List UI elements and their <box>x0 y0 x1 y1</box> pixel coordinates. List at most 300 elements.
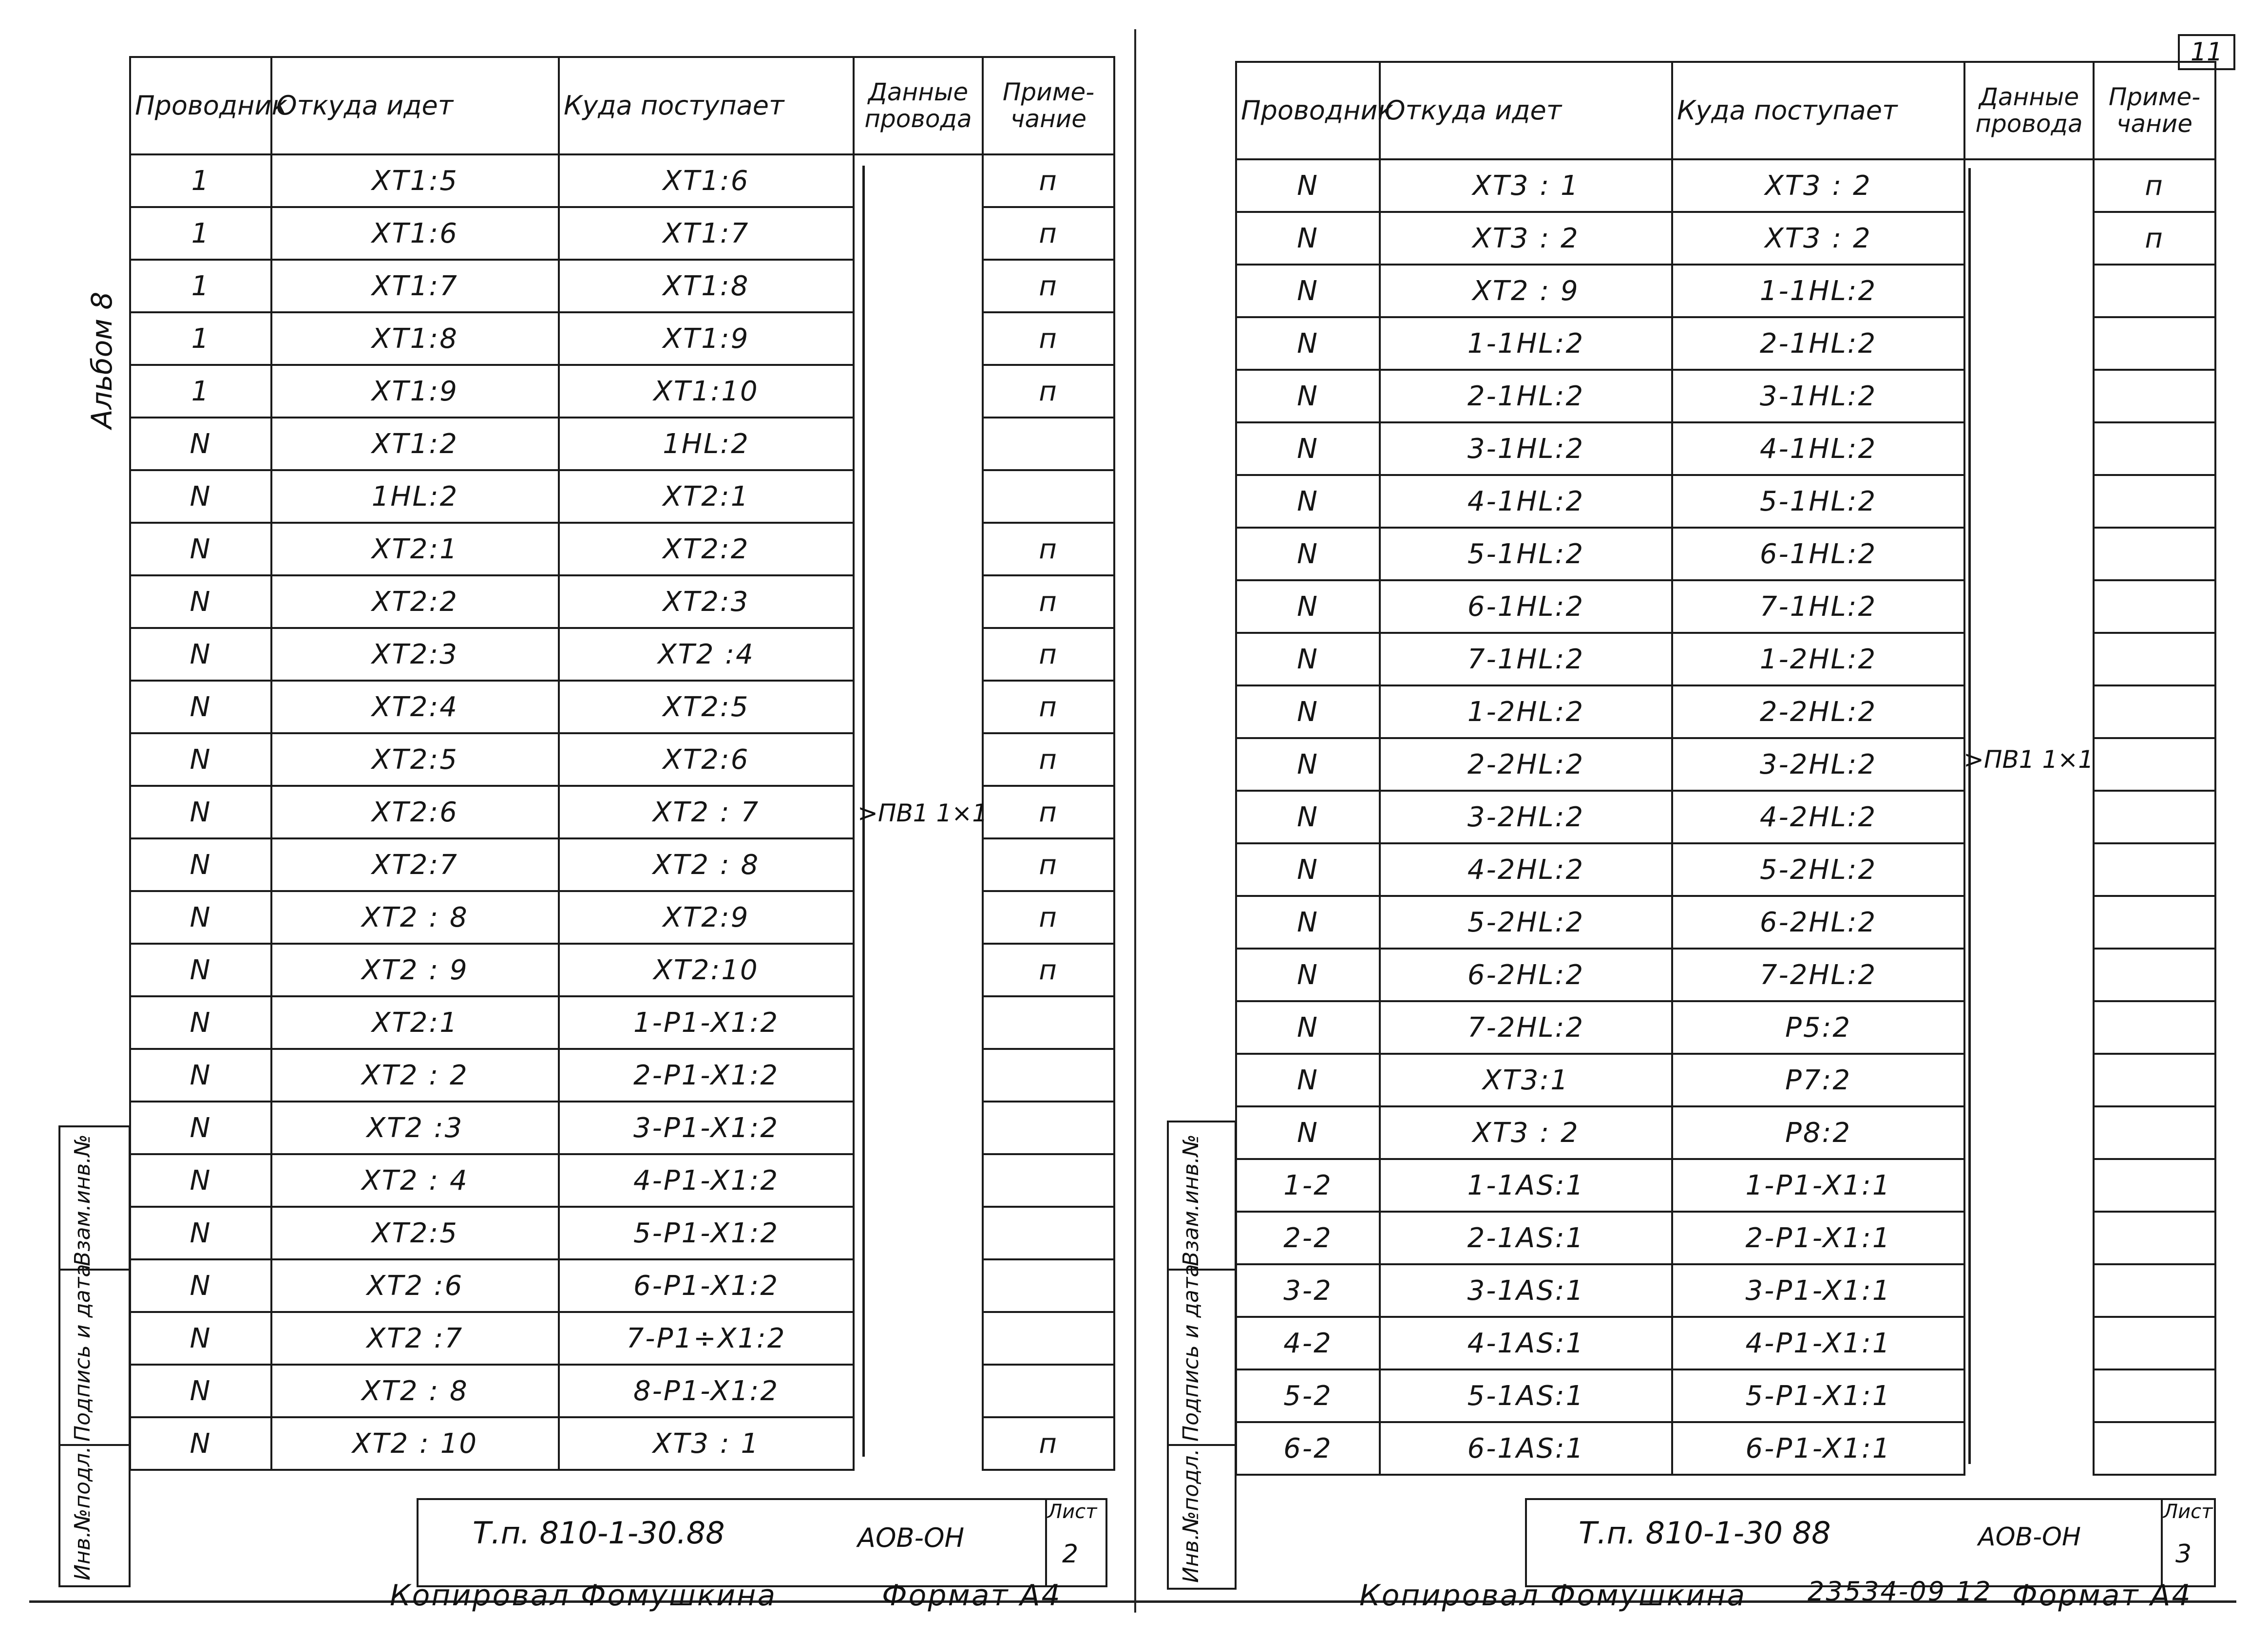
table-row <box>130 628 1114 681</box>
wire-data-cell <box>854 207 983 260</box>
conductor-cell: N <box>130 1207 271 1259</box>
note-cell: п <box>983 260 1114 312</box>
conductor-cell: N <box>1236 1106 1380 1159</box>
to-cell: 2-2HL:2 <box>1672 685 1964 738</box>
wire-data-cell <box>854 154 983 207</box>
conductor-cell: N <box>1236 791 1380 843</box>
wire-data-cell <box>854 418 983 470</box>
from-cell: 4-2HL:2 <box>1380 843 1672 896</box>
from-cell: XT2:2 <box>271 575 559 628</box>
from-cell: 2-2HL:2 <box>1380 738 1672 791</box>
wire-data-cell <box>854 1259 983 1312</box>
to-cell: 5-P1-X1:1 <box>1672 1369 1964 1422</box>
wire-data-cell <box>854 681 983 733</box>
wire-data-cell <box>854 1049 983 1102</box>
note-cell <box>2094 317 2215 370</box>
conductor-cell: 1 <box>130 207 271 260</box>
from-cell: 5-2HL:2 <box>1380 896 1672 949</box>
left-project-code: Т.п. 810-1-30.88 <box>473 1515 725 1551</box>
to-cell: 1HL:2 <box>559 418 854 470</box>
note-cell <box>2094 1106 2215 1159</box>
from-cell: XT2 : 8 <box>271 891 559 944</box>
right-wire-data-label: >ПВ1 1×1 <box>1963 745 2094 774</box>
note-cell <box>2094 1001 2215 1054</box>
table-row <box>130 312 1114 365</box>
to-cell: XT2:6 <box>559 733 854 786</box>
right-inv-label: Инв.№подл. <box>1179 1448 1203 1583</box>
conductor-cell: N <box>130 891 271 944</box>
wire-data-cell <box>1964 580 2094 633</box>
header-wire-data: Данные провода <box>1964 62 2094 159</box>
conductor-cell: 2-2 <box>1236 1212 1380 1264</box>
to-cell: 2-1HL:2 <box>1672 317 1964 370</box>
table-row <box>130 1049 1114 1102</box>
left-doc-code: АОВ-ОН <box>858 1522 965 1553</box>
table-row <box>130 1417 1114 1470</box>
table-row <box>1236 1001 2215 1054</box>
note-cell: п <box>983 944 1114 996</box>
note-cell <box>2094 843 2215 896</box>
from-cell: XT2 : 9 <box>1380 265 1672 317</box>
to-cell: XT2:3 <box>559 575 854 628</box>
left-sign-label: Подпись и дата <box>70 1264 95 1442</box>
wire-data-cell <box>1964 685 2094 738</box>
note-cell <box>2094 528 2215 580</box>
from-cell: XT2 : 4 <box>271 1154 559 1207</box>
left-vzam-label: Взам.инв.№ <box>70 1134 95 1266</box>
from-cell: XT2 : 2 <box>271 1049 559 1102</box>
wire-data-cell <box>854 575 983 628</box>
table-row <box>130 1259 1114 1312</box>
conductor-cell: N <box>130 681 271 733</box>
wire-data-cell <box>854 470 983 523</box>
to-cell: XT3 : 2 <box>1672 212 1964 265</box>
conductor-cell: N <box>130 786 271 838</box>
to-cell: XT2:1 <box>559 470 854 523</box>
to-cell: 6-P1-X1:1 <box>1672 1422 1964 1475</box>
note-cell <box>983 1102 1114 1154</box>
conductor-cell: 5-2 <box>1236 1369 1380 1422</box>
to-cell: XT1:10 <box>559 365 854 418</box>
header-note: Приме- чание <box>2094 62 2215 159</box>
conductor-cell: N <box>130 418 271 470</box>
note-cell <box>983 996 1114 1049</box>
conductor-cell: N <box>1236 317 1380 370</box>
table-row <box>130 575 1114 628</box>
table-row <box>130 996 1114 1049</box>
note-cell <box>983 1154 1114 1207</box>
to-cell: XT2:9 <box>559 891 854 944</box>
to-cell: XT1:8 <box>559 260 854 312</box>
wire-data-cell <box>1964 1054 2094 1106</box>
table-row <box>1236 896 2215 949</box>
conductor-cell: N <box>130 996 271 1049</box>
table-row <box>1236 317 2215 370</box>
from-cell: XT2:1 <box>271 523 559 575</box>
to-cell: 6-1HL:2 <box>1672 528 1964 580</box>
conductor-cell: N <box>130 1417 271 1470</box>
wire-data-cell <box>1964 1212 2094 1264</box>
right-vzam-label: Взам.инв.№ <box>1179 1134 1203 1266</box>
note-cell <box>983 1049 1114 1102</box>
conductor-cell: 1 <box>130 260 271 312</box>
from-cell: 3-1AS:1 <box>1380 1264 1672 1317</box>
wire-data-cell <box>854 312 983 365</box>
wire-data-cell <box>854 1312 983 1365</box>
header-conductor: Проводник <box>130 57 271 154</box>
wire-data-cell <box>1964 265 2094 317</box>
from-cell: 4-1AS:1 <box>1380 1317 1672 1369</box>
wire-data-cell <box>854 944 983 996</box>
to-cell: XT2 :4 <box>559 628 854 681</box>
wire-data-cell <box>854 1102 983 1154</box>
wire-data-cell <box>854 365 983 418</box>
wire-data-cell <box>1964 475 2094 528</box>
conductor-cell: N <box>1236 843 1380 896</box>
table-row <box>130 891 1114 944</box>
page-number: 11 <box>2190 38 2223 67</box>
table-row <box>1236 1159 2215 1212</box>
to-cell: 6-2HL:2 <box>1672 896 1964 949</box>
to-cell: 3-1HL:2 <box>1672 370 1964 422</box>
to-cell: 1-P1-X1:2 <box>559 996 854 1049</box>
conductor-cell: N <box>1236 1054 1380 1106</box>
table-header-row <box>1236 62 2215 159</box>
right-side-strip <box>1167 1121 1237 1590</box>
wire-data-cell <box>854 1207 983 1259</box>
note-cell: п <box>983 628 1114 681</box>
note-cell <box>983 418 1114 470</box>
to-cell: P5:2 <box>1672 1001 1964 1054</box>
note-cell: п <box>983 575 1114 628</box>
table-row <box>1236 633 2215 685</box>
to-cell: XT1:9 <box>559 312 854 365</box>
note-cell <box>2094 1422 2215 1475</box>
conductor-cell: N <box>1236 212 1380 265</box>
conductor-cell: N <box>130 1154 271 1207</box>
to-cell: 4-P1-X1:2 <box>559 1154 854 1207</box>
from-cell: XT2 :3 <box>271 1102 559 1154</box>
to-cell: 4-2HL:2 <box>1672 791 1964 843</box>
table-row <box>1236 370 2215 422</box>
from-cell: 3-1HL:2 <box>1380 422 1672 475</box>
note-cell: п <box>983 681 1114 733</box>
to-cell: 7-1HL:2 <box>1672 580 1964 633</box>
wire-data-cell <box>1964 1001 2094 1054</box>
note-cell <box>2094 1212 2215 1264</box>
conductor-cell: N <box>1236 685 1380 738</box>
to-cell: XT2 : 7 <box>559 786 854 838</box>
wire-data-cell <box>854 996 983 1049</box>
table-row <box>1236 1212 2215 1264</box>
to-cell: XT2 : 8 <box>559 838 854 891</box>
note-cell <box>2094 633 2215 685</box>
wire-data-cell <box>854 838 983 891</box>
from-cell: 7-1HL:2 <box>1380 633 1672 685</box>
note-cell <box>2094 1159 2215 1212</box>
wire-data-cell <box>1964 1317 2094 1369</box>
note-cell: п <box>983 786 1114 838</box>
conductor-cell: N <box>130 1365 271 1417</box>
note-cell <box>2094 896 2215 949</box>
conductor-cell: N <box>130 1312 271 1365</box>
table-row <box>1236 685 2215 738</box>
to-cell: XT1:6 <box>559 154 854 207</box>
note-cell <box>983 1365 1114 1417</box>
wire-data-cell <box>1964 896 2094 949</box>
wire-data-cell <box>854 1417 983 1470</box>
header-conductor: Проводник <box>1236 62 1380 159</box>
table-row <box>1236 1264 2215 1317</box>
from-cell: 6-1HL:2 <box>1380 580 1672 633</box>
from-cell: XT2:5 <box>271 733 559 786</box>
table-row <box>1236 1369 2215 1422</box>
to-cell: XT3 : 2 <box>1672 159 1964 212</box>
note-cell <box>2094 685 2215 738</box>
from-cell: XT2 : 10 <box>271 1417 559 1470</box>
wire-data-cell <box>854 1365 983 1417</box>
conductor-cell: N <box>130 1049 271 1102</box>
from-cell: XT2 :6 <box>271 1259 559 1312</box>
note-cell <box>983 1312 1114 1365</box>
table-row <box>130 260 1114 312</box>
note-cell <box>2094 1054 2215 1106</box>
to-cell: 7-P1÷X1:2 <box>559 1312 854 1365</box>
conductor-cell: N <box>130 838 271 891</box>
from-cell: XT1:9 <box>271 365 559 418</box>
note-cell <box>2094 791 2215 843</box>
conductor-cell: N <box>1236 528 1380 580</box>
note-cell <box>2094 370 2215 422</box>
to-cell: XT2:10 <box>559 944 854 996</box>
table-row <box>130 207 1114 260</box>
table-row <box>1236 1422 2215 1475</box>
from-cell: XT2 :7 <box>271 1312 559 1365</box>
conductor-cell: N <box>1236 896 1380 949</box>
table-row <box>130 1207 1114 1259</box>
header-from: Откуда идет <box>1380 62 1672 159</box>
table-row <box>130 418 1114 470</box>
table-row <box>130 681 1114 733</box>
conductor-cell: 1-2 <box>1236 1159 1380 1212</box>
note-cell: п <box>983 312 1114 365</box>
table-row <box>130 1102 1114 1154</box>
table-row <box>1236 422 2215 475</box>
from-cell: 3-2HL:2 <box>1380 791 1672 843</box>
conductor-cell: 1 <box>130 365 271 418</box>
from-cell: 4-1HL:2 <box>1380 475 1672 528</box>
to-cell: 1-P1-X1:1 <box>1672 1159 1964 1212</box>
conductor-cell: N <box>130 523 271 575</box>
note-cell: п <box>983 154 1114 207</box>
wire-data-cell <box>1964 949 2094 1001</box>
table-row <box>1236 791 2215 843</box>
table-row <box>1236 580 2215 633</box>
left-side-strip <box>58 1125 131 1587</box>
to-cell: 6-P1-X1:2 <box>559 1259 854 1312</box>
table-header-row <box>130 57 1114 154</box>
note-cell: п <box>983 523 1114 575</box>
wire-data-cell <box>1964 370 2094 422</box>
left-inv-label: Инв.№подл. <box>70 1446 95 1580</box>
conductor-cell: N <box>130 944 271 996</box>
wire-data-cell <box>1964 1159 2094 1212</box>
right-table-body <box>1236 159 2215 1475</box>
to-cell: 2-P1-X1:1 <box>1672 1212 1964 1264</box>
from-cell: XT3 : 1 <box>1380 159 1672 212</box>
right-project-code: Т.п. 810-1-30 88 <box>1579 1515 1831 1551</box>
to-cell: P7:2 <box>1672 1054 1964 1106</box>
to-cell: 8-P1-X1:2 <box>559 1365 854 1417</box>
conductor-cell: N <box>130 628 271 681</box>
conductor-cell: N <box>1236 370 1380 422</box>
from-cell: XT3 : 2 <box>1380 1106 1672 1159</box>
note-cell: п <box>983 838 1114 891</box>
conductor-cell: 1 <box>130 154 271 207</box>
note-cell <box>2094 738 2215 791</box>
sheet-divider <box>1134 29 1136 1613</box>
wire-data-cell <box>1964 1264 2094 1317</box>
conductor-cell: N <box>1236 475 1380 528</box>
conductor-cell: 4-2 <box>1236 1317 1380 1369</box>
conductor-cell: N <box>1236 580 1380 633</box>
conductor-cell: 6-2 <box>1236 1422 1380 1475</box>
conductor-cell: N <box>1236 159 1380 212</box>
to-cell: 1-2HL:2 <box>1672 633 1964 685</box>
header-from: Откуда идет <box>271 57 559 154</box>
left-wire-data-label: >ПВ1 1×1 <box>858 799 988 827</box>
note-cell <box>2094 949 2215 1001</box>
conductor-cell: N <box>130 1259 271 1312</box>
conductor-cell: 3-2 <box>1236 1264 1380 1317</box>
to-cell: 1-1HL:2 <box>1672 265 1964 317</box>
left-connection-table <box>129 56 1115 1471</box>
conductor-cell: N <box>1236 422 1380 475</box>
note-cell <box>2094 1317 2215 1369</box>
to-cell: XT3 : 1 <box>559 1417 854 1470</box>
to-cell: 4-1HL:2 <box>1672 422 1964 475</box>
table-row <box>1236 843 2215 896</box>
from-cell: 6-2HL:2 <box>1380 949 1672 1001</box>
note-cell: п <box>2094 159 2215 212</box>
wire-data-cell <box>1964 633 2094 685</box>
right-order-number: 23534-09 12 <box>1808 1576 1992 1607</box>
from-cell: XT2:3 <box>271 628 559 681</box>
right-format: Формат А4 <box>2012 1578 2192 1613</box>
note-cell: п <box>983 207 1114 260</box>
header-to: Куда поступает <box>559 57 854 154</box>
wire-data-cell <box>854 1154 983 1207</box>
note-cell: п <box>983 1417 1114 1470</box>
right-wire-brace <box>1968 168 1971 1464</box>
right-sheet-label: Лист <box>2163 1501 2213 1523</box>
to-cell: XT2:5 <box>559 681 854 733</box>
from-cell: 2-1AS:1 <box>1380 1212 1672 1264</box>
wire-data-cell <box>1964 1422 2094 1475</box>
note-cell <box>2094 580 2215 633</box>
table-row <box>130 944 1114 996</box>
conductor-cell: 1 <box>130 312 271 365</box>
note-cell <box>2094 1264 2215 1317</box>
from-cell: 7-2HL:2 <box>1380 1001 1672 1054</box>
note-cell: п <box>2094 212 2215 265</box>
from-cell: 1HL:2 <box>271 470 559 523</box>
right-copied-by: Копировал Фомушкина <box>1359 1578 1747 1613</box>
note-cell: п <box>983 733 1114 786</box>
from-cell: 2-1HL:2 <box>1380 370 1672 422</box>
table-row <box>1236 528 2215 580</box>
from-cell: XT2 : 8 <box>271 1365 559 1417</box>
note-cell <box>983 1207 1114 1259</box>
wire-data-cell <box>1964 528 2094 580</box>
left-sheet-number: 2 <box>1062 1540 1079 1569</box>
table-row <box>130 838 1114 891</box>
from-cell: XT2:7 <box>271 838 559 891</box>
table-row <box>130 1312 1114 1365</box>
table-row <box>130 154 1114 207</box>
table-row <box>130 733 1114 786</box>
header-to: Куда поступает <box>1672 62 1964 159</box>
to-cell: 5-1HL:2 <box>1672 475 1964 528</box>
from-cell: 1-2HL:2 <box>1380 685 1672 738</box>
left-copied-by: Копировал Фомушкина <box>390 1578 777 1613</box>
to-cell: 4-P1-X1:1 <box>1672 1317 1964 1369</box>
table-row <box>130 1154 1114 1207</box>
right-sign-label: Подпись и дата <box>1179 1264 1203 1442</box>
note-cell: п <box>983 891 1114 944</box>
table-row <box>130 470 1114 523</box>
header-wire-data: Данные провода <box>854 57 983 154</box>
left-sheet-label: Лист <box>1048 1501 1097 1523</box>
conductor-cell: N <box>1236 265 1380 317</box>
note-cell <box>2094 422 2215 475</box>
wire-data-cell <box>854 523 983 575</box>
note-cell <box>2094 265 2215 317</box>
wire-data-cell <box>854 733 983 786</box>
conductor-cell: N <box>130 733 271 786</box>
right-sheet-number: 3 <box>2175 1540 2192 1569</box>
to-cell: P8:2 <box>1672 1106 1964 1159</box>
from-cell: XT1:2 <box>271 418 559 470</box>
conductor-cell: N <box>1236 738 1380 791</box>
conductor-cell: N <box>130 470 271 523</box>
note-cell <box>983 1259 1114 1312</box>
right-doc-code: АОВ-ОН <box>1978 1522 2081 1552</box>
from-cell: XT2 : 9 <box>271 944 559 996</box>
to-cell: 3-2HL:2 <box>1672 738 1964 791</box>
note-cell: п <box>983 365 1114 418</box>
from-cell: XT1:7 <box>271 260 559 312</box>
left-format: Формат А4 <box>882 1578 1062 1613</box>
to-cell: 7-2HL:2 <box>1672 949 1964 1001</box>
from-cell: XT2:1 <box>271 996 559 1049</box>
table-row <box>1236 949 2215 1001</box>
table-row <box>1236 212 2215 265</box>
note-cell <box>2094 1369 2215 1422</box>
table-row <box>130 365 1114 418</box>
table-row <box>1236 1106 2215 1159</box>
note-cell <box>983 470 1114 523</box>
to-cell: 5-P1-X1:2 <box>559 1207 854 1259</box>
from-cell: XT3:1 <box>1380 1054 1672 1106</box>
from-cell: 5-1HL:2 <box>1380 528 1672 580</box>
wire-data-cell <box>1964 1369 2094 1422</box>
album-label: Альбом 8 <box>85 291 118 429</box>
conductor-cell: N <box>1236 949 1380 1001</box>
wire-data-cell <box>1964 791 2094 843</box>
wire-data-cell <box>1964 422 2094 475</box>
wire-data-cell <box>1964 843 2094 896</box>
